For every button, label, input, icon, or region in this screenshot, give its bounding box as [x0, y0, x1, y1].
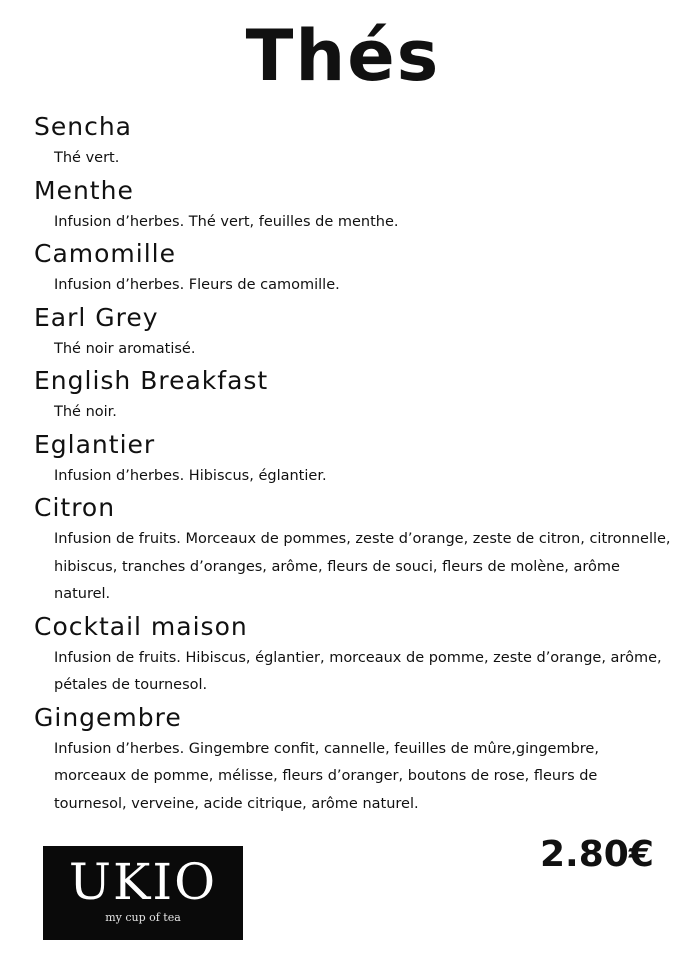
price-label: 2.80€: [540, 834, 654, 875]
item-name: Gingembre: [34, 702, 182, 732]
item-description: Infusion de fruits. Hibiscus, églantier, morceaux de pomme, zeste d’orange, arôme, pétales de tournesol.: [54, 649, 662, 693]
item-name: Sencha: [34, 112, 133, 141]
item-description: Thé vert.: [54, 150, 120, 166]
item-name: Earl Grey: [34, 302, 159, 332]
item-name: Citron: [34, 493, 116, 522]
logo-wordmark: UKIO: [68, 853, 218, 911]
item-name: English Breakfast: [34, 366, 269, 395]
menu-item-cocktail-maison: [34, 612, 674, 703]
ukio-logo: [43, 846, 243, 940]
logo-tagline: my cup of tea: [105, 911, 181, 924]
menu-item-citron: [34, 493, 674, 612]
item-description: Infusion d’herbes. Hibiscus, églantier.: [54, 467, 327, 484]
item-name: Eglantier: [34, 429, 156, 459]
menu-item-earl-grey: [34, 303, 674, 367]
item-description: Infusion de fruits. Morceaux de pommes, zeste d’orange, zeste de citron, citronnelle, hibiscus, tranches d’oranges, arôme, fleurs de souci, fleurs de molène, arôme naturel.: [54, 531, 671, 602]
item-description: Thé noir aromatisé.: [54, 340, 196, 357]
menu-item-sencha: [34, 112, 674, 176]
item-description: Infusion d’herbes. Gingembre confit, cannelle, feuilles de mûre,gingembre, morceaux de pomme, mélisse, fleurs d’oranger, boutons de rose, fleurs de tournesol, verveine, acide citrique, arôme naturel.: [54, 740, 599, 812]
item-description: Infusion d’herbes. Fleurs de camomille.: [54, 277, 340, 293]
page-title: Thés: [245, 15, 441, 97]
menu-item-gingembre: [34, 703, 674, 822]
tea-menu-list: [34, 112, 674, 821]
item-name: Camomille: [34, 239, 176, 268]
item-name: Menthe: [34, 175, 134, 205]
menu-item-english-breakfast: [34, 366, 674, 430]
menu-item-eglantier: [34, 430, 674, 494]
item-name: Cocktail maison: [34, 611, 248, 641]
menu-item-camomille: [34, 239, 674, 303]
item-description: Thé noir.: [54, 404, 117, 420]
item-description: Infusion d’herbes. Thé vert, feuilles de menthe.: [54, 213, 399, 230]
menu-item-menthe: [34, 176, 674, 240]
